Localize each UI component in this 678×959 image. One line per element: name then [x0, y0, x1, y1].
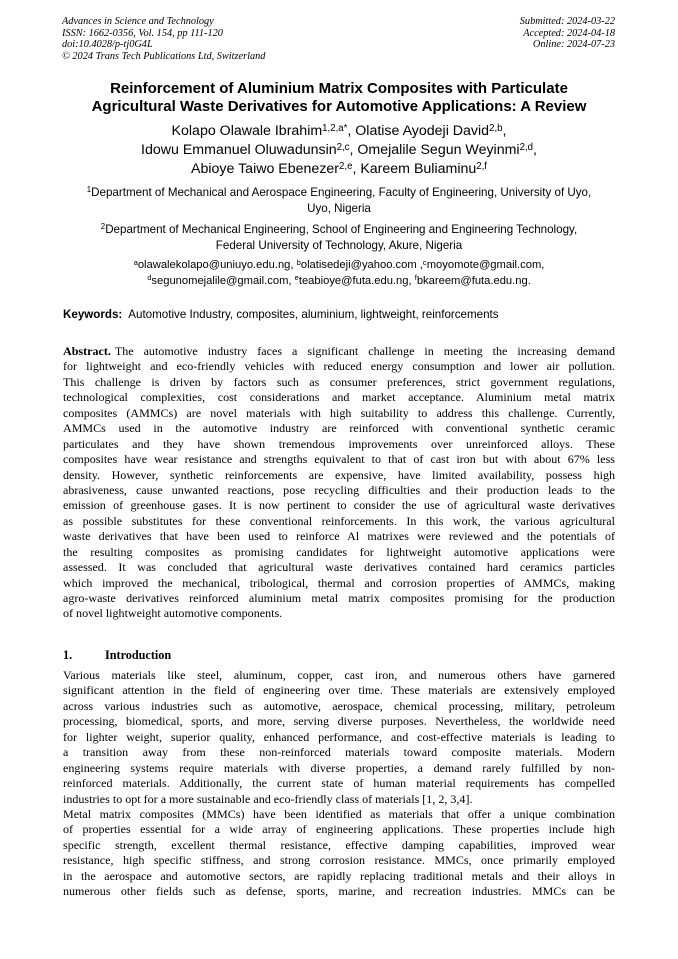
intro-line: Various materials like steel, aluminum, copper, cast iron, and numerous others have garnered [63, 668, 615, 682]
intro-line: across various industries such as automotive, aerospace, chemical processing, military, petroleum [63, 698, 615, 713]
abstract-line: density. However, synthetic reinforcements are expensive, have limited availability, possess high [63, 467, 615, 482]
abstract-line: as possible substitutes for these conventional reinforcements. In this work, the various agricultural [63, 513, 615, 528]
author-name: Omejalile Segun Weyinmi [357, 142, 520, 158]
abstract-line: for lightweight and eco-friendly vehicles with reduced energy consumption and lower air pollution. [63, 359, 615, 374]
intro-line: in the aerospace and automotive sectors, are rapidly replacing traditional metals and their alloys in [63, 868, 615, 883]
intro-line: reinforced materials. Additionally, the current state of human material requirements has compelled [63, 776, 615, 791]
abstract-line: This challenge is driven by factors such as consumer preferences, strict government regulations, [63, 374, 615, 389]
journal-name: Advances in Science and Technology [62, 16, 214, 27]
affiliation-1 [55, 185, 623, 216]
author-sup: 2,b [489, 122, 503, 134]
doi-line: doi:10.4028/p-tj0G4L [62, 39, 153, 51]
author-emails [60, 258, 618, 289]
paper-title [40, 80, 638, 116]
intro-line: specific strength, excellent thermal resistance, effective damping capabilities, improved wear [63, 837, 615, 852]
affiliation-sup: 2 [100, 222, 106, 232]
author-sup: 1,2,a* [322, 122, 348, 134]
affiliation-text: Uyo, Nigeria [307, 201, 371, 215]
abstract-line: of novel lightweight automotive components. [63, 606, 283, 621]
author-name: Idowu Emmanuel Oluwadunsin [141, 142, 337, 158]
title-line-1: Reinforcement of Aluminium Matrix Composites with Particulate [110, 80, 568, 97]
keywords-text: Automotive Industry, composites, aluminium, lightweight, reinforcements [128, 308, 499, 321]
intro-line: significant attention in the field of engineering over time. These materials are extensively employed [63, 683, 615, 698]
author-line-1 [40, 122, 638, 141]
author-sep: , [502, 123, 507, 139]
author-name: Olatise Ayodeji David [355, 123, 490, 139]
intro-line: Metal matrix composites (MMCs) have been identified as materials that offer a unique combination [63, 806, 615, 821]
copyright-line: © 2024 Trans Tech Publications Ltd, Switzerland [62, 50, 266, 62]
keywords-label: Keywords: [63, 308, 123, 321]
email-sup: a [133, 257, 138, 267]
email-link[interactable]: teabioye@futa.edu.ng, [298, 274, 415, 287]
email-sup: f [414, 273, 417, 283]
abstract-line: composites have wear resistance and strengths equivalent to that of cast iron but with about 67% less [63, 452, 615, 467]
author-sep: , [352, 161, 361, 177]
intro-line: of properties essential for a wide array of engineering applications. These properties include high [63, 822, 615, 837]
abstract-line: which improved the mechanical, tribological, thermal and corrosion properties of AMMCs, making [63, 575, 615, 590]
abstract-line: composites (AMMCs) are novel materials with high suitability to address this challenge. Currently, [63, 405, 615, 420]
abstract-line: abrasiveness, cause unwanted reactions, pose recycling difficulties and their production leads to the [63, 482, 615, 497]
journal-header-right [520, 16, 615, 51]
abstract-line: the resulting composites as promising candidates for lightweight automotive applications were [63, 544, 615, 559]
author-sep: , [349, 142, 358, 158]
author-name: Kolapo Olawale Ibrahim [171, 123, 323, 139]
abstract-line: particulates and they have shown tremendous improvements over unreinforced alloys. These [63, 436, 615, 451]
email-sup: c [422, 257, 427, 267]
email-link[interactable]: olawalekolapo@uniuyo.edu.ng, [137, 259, 297, 271]
abstract-line: Abstract. The automotive industry faces a significant challenge in meeting the increasing demand [63, 344, 615, 358]
author-name: Kareem Buliaminu [360, 161, 477, 177]
section-heading-introduction [63, 648, 171, 663]
intro-line: for lighter weight, superior quality, enhanced performance, and cost-effective materials is leading to [63, 729, 615, 744]
accepted-date: Accepted: 2024-04-18 [523, 27, 615, 39]
author-sup: 2,e [339, 160, 353, 172]
abstract-line: assessed. It was concluded that agricultural waste derivatives contained hard ceramics particles [63, 560, 615, 575]
abstract-line: emission of greenhouse gases. It is now pertinent to consider the use of agricultural waste derivatives [63, 498, 615, 513]
author-sep: , [532, 142, 537, 158]
author-name: Abioye Taiwo Ebenezer [191, 161, 340, 177]
abstract-line: waste derivatives that have been used to reinforce Al matrixes were reviewed and the potentials of [63, 529, 615, 544]
issn-line: ISSN: 1662-0356, Vol. 154, pp 111-120 [62, 27, 223, 39]
journal-header-left [62, 16, 265, 62]
author-line-2 [40, 141, 638, 160]
intro-line: engineering systems require materials with diverse properties, a demand rarely fulfilled by non- [63, 760, 615, 775]
email-sup: d [147, 273, 152, 283]
intro-line: numerous other fields such as defense, sports, marine, and recreation industries. MMCs can be [63, 884, 615, 899]
email-link[interactable]: olatisedeji@yahoo.com , [300, 259, 423, 271]
author-list [40, 122, 638, 179]
email-link[interactable]: moyomote@gmail.com, [426, 259, 545, 271]
online-date: Online: 2024-07-23 [532, 39, 615, 51]
email-sup: e [294, 273, 299, 283]
section-title: Introduction [105, 648, 172, 662]
email-link[interactable]: segunomejalile@gmail.com, [151, 274, 295, 287]
introduction-body [63, 668, 615, 900]
abstract-line: AMMCs used in the automotive industry are reinforced with conventional synthetic ceramic [63, 421, 615, 436]
intro-line: processing, biomedical, sports, and more, serving diverse purposes. Nevertheless, the worldwide need [63, 714, 615, 729]
author-sup: 2,c [336, 141, 350, 153]
email-sup: b [296, 257, 301, 267]
author-line-3 [40, 160, 638, 179]
keywords-block [63, 308, 618, 322]
affiliation-2 [55, 222, 623, 253]
abstract-label: Abstract. [63, 344, 111, 358]
author-sep: , [347, 123, 356, 139]
section-number: 1. [63, 648, 73, 662]
abstract-line: technological complexities, cost considerations and market acceptance. Aluminium metal matrix [63, 390, 615, 405]
intro-line: a transition away from these non-reinforced materials toward composite materials. Modern [63, 745, 615, 760]
affiliation-text: Federal University of Technology, Akure, Nigeria [215, 238, 463, 252]
abstract-block [63, 344, 615, 622]
affiliation-text: Department of Mechanical Engineering, School of Engineering and Engineering Technology, [105, 223, 578, 236]
author-sup: 2,f [476, 160, 487, 172]
affiliation-text: Department of Mechanical and Aerospace Engineering, Faculty of Engineering, University of Uyo, [91, 186, 592, 199]
abstract-line: agro-waste derivatives reinforced aluminium metal matrix composites promising for the production [63, 591, 615, 605]
intro-line: industries to opt for a more sustainable and eco-friendly class of materials [1, 2, 3,4]. [63, 791, 473, 806]
intro-line: resistance, high specific stiffness, and strong corrosion resistance. MMCs, once primarily employed [63, 853, 615, 868]
submitted-date: Submitted: 2024-03-22 [519, 16, 615, 27]
email-link[interactable]: bkareem@futa.edu.ng. [416, 274, 531, 287]
affiliation-sup: 1 [86, 185, 92, 195]
title-line-2: Agricultural Waste Derivatives for Automotive Applications: A Review [91, 98, 587, 115]
author-sup: 2,d [519, 141, 533, 153]
